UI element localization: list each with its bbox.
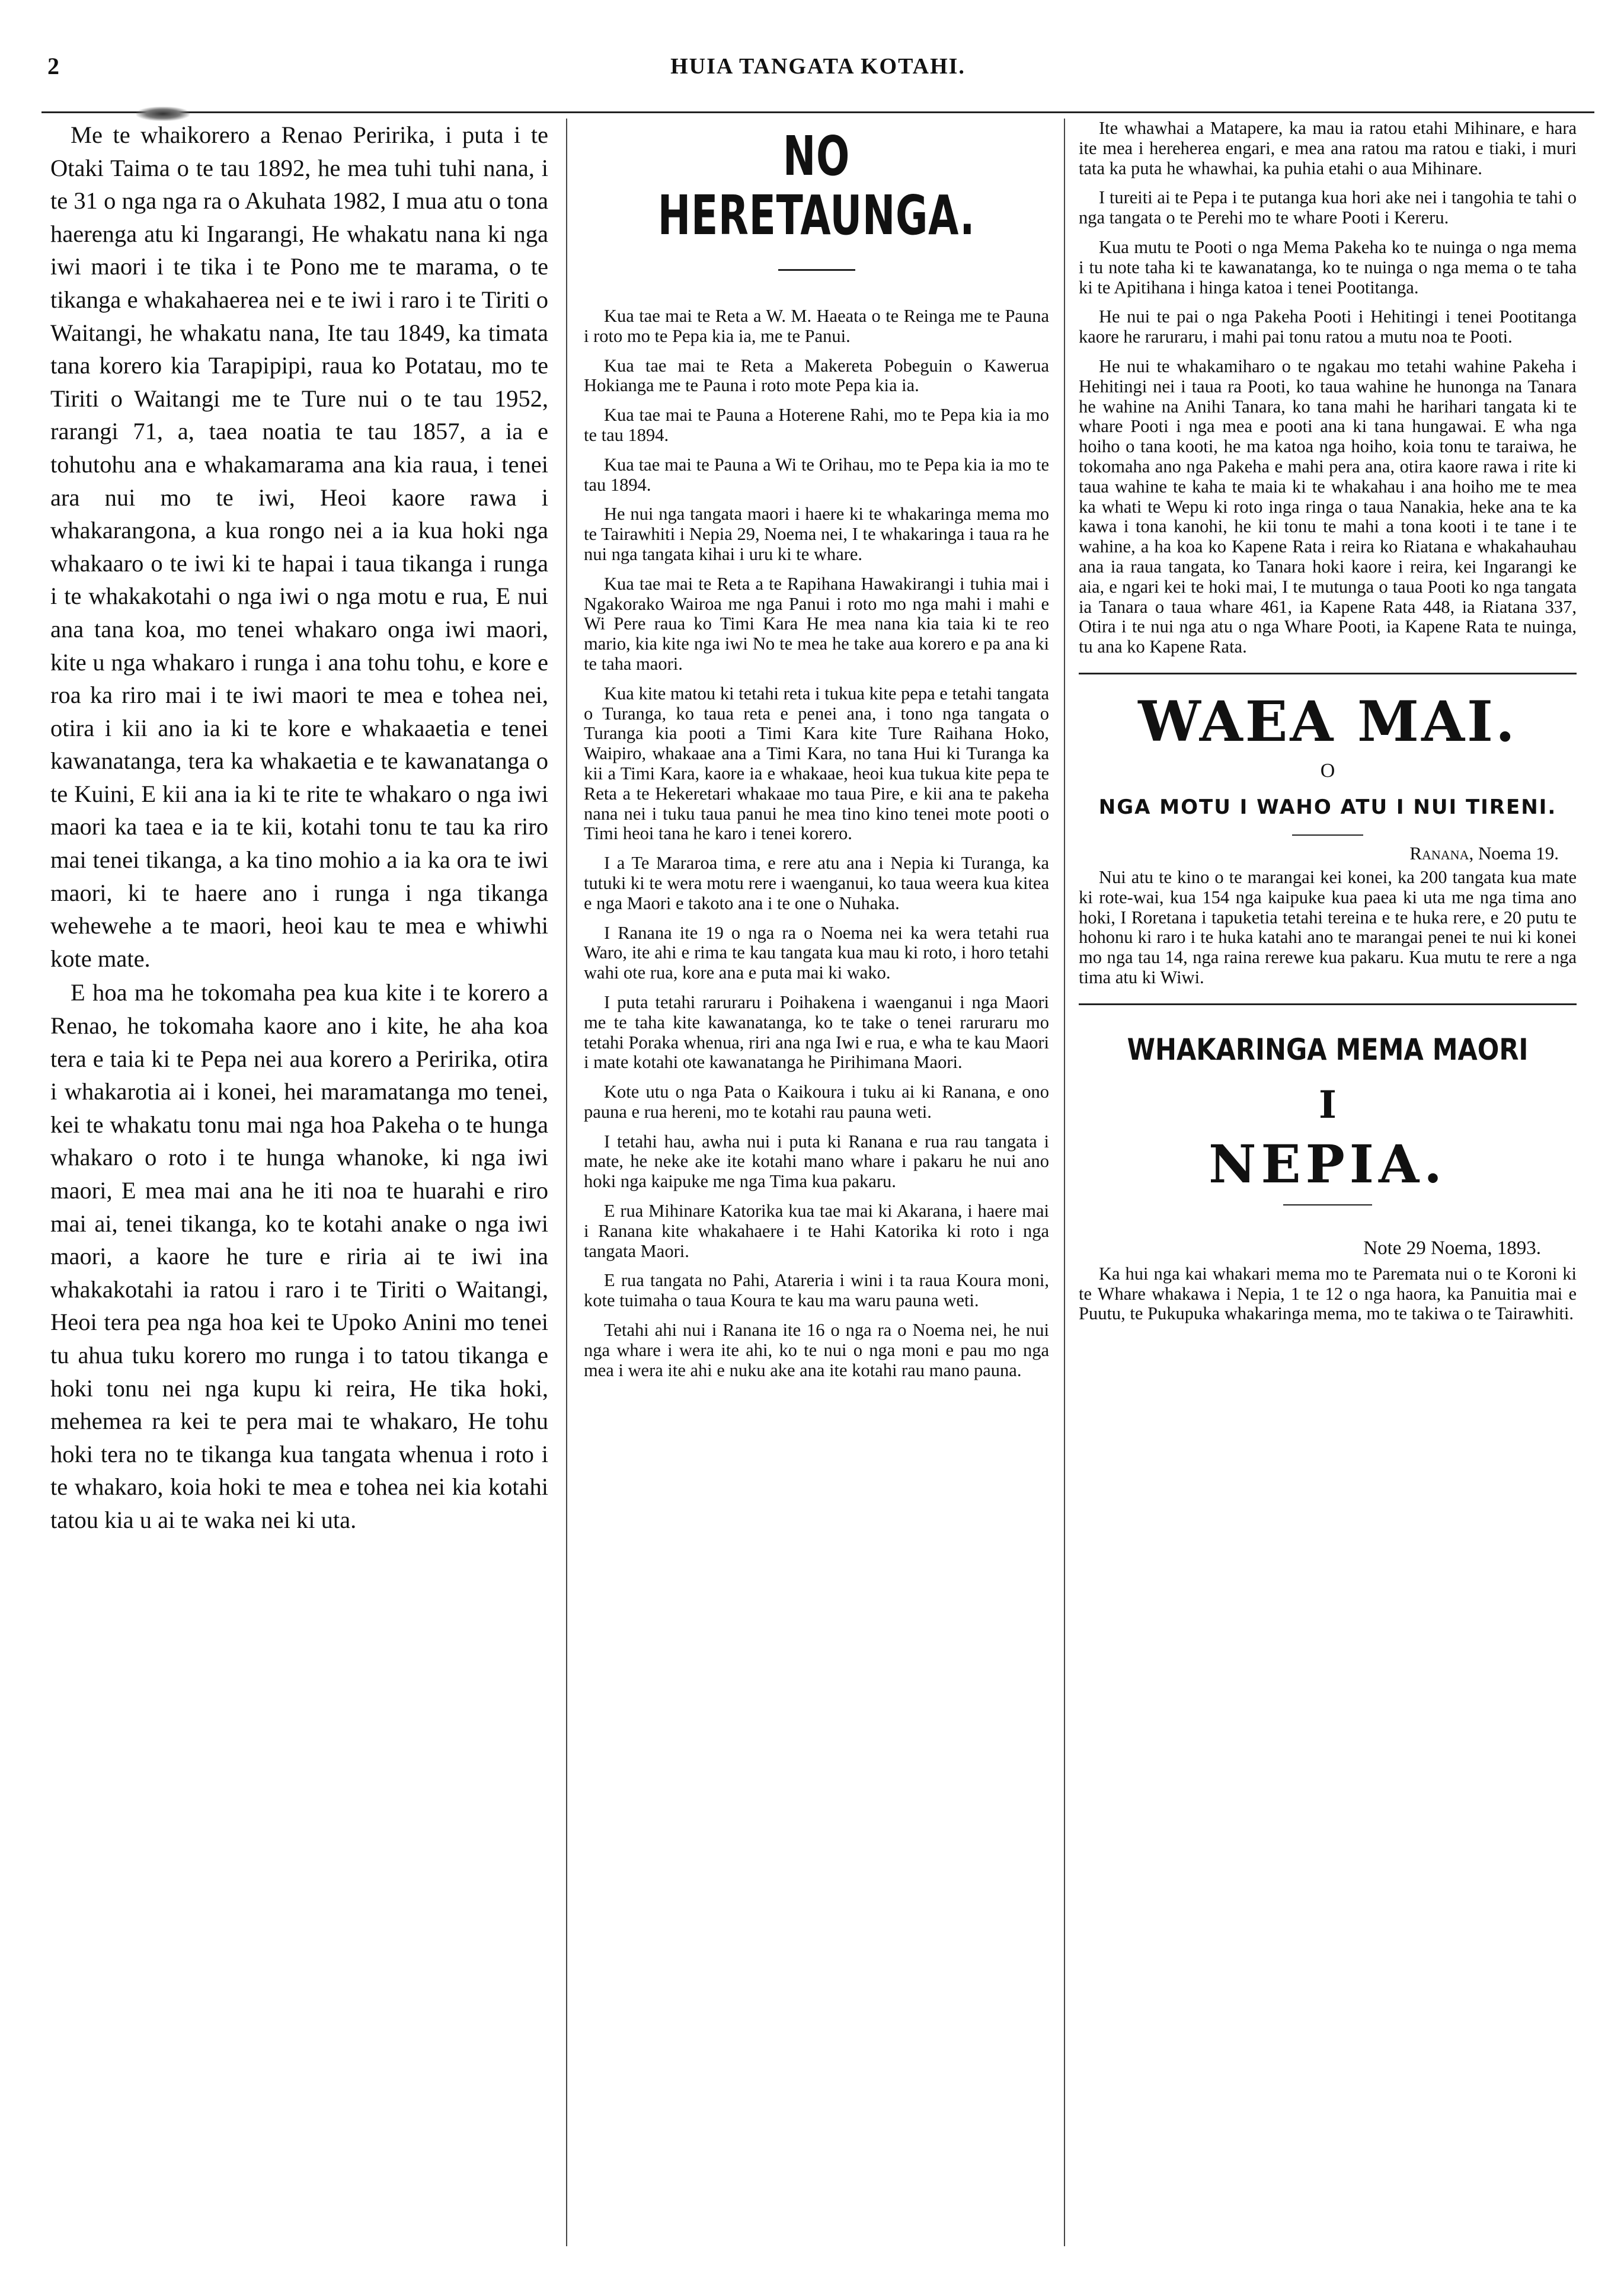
dateline-date: Noema 19. — [1478, 842, 1559, 864]
news-item: Kua kite matou ki tetahi reta i tukua kite pepa e tetahi tangata o Turanga, ko taua reta e penei ana, i tono nga tangata o Turanga kia pooti a Timi Kara kite Ture Raihana Hoko, Waipiro, whakaae ana a Timi Kara, no tana Hui ki Turanga ka kii a Timi Kara, kaore ia e whakaae, heoi kua tukua kite pepa te Reta a te Hekeretari whakaae mo taua Pire, e kii ana te pakeha nana nei i tuku taua panui he mea tino kino tenei mote pooti o Timi heoi tana he karo i tenei korero. — [584, 683, 1049, 844]
news-item: I tetahi hau, awha nui i puta ki Ranana e rua rau tangata i mate, he neke ake ite kotahi mano whare i pakaru he nui ano hoki nga kaipuke me nga Tima kua pakaru. — [584, 1131, 1049, 1192]
news-item: I puta tetahi raruraru i Poihakena i waenganui i nga Maori me te taha kite kawanatanga, ko te take o tenei raruraru mo tetahi Poraka whenua, riri ana nga Iwi e rua, e wha te kau Maori i mate kotahi ote kawanatanga he Pirihimana Maori. — [584, 992, 1049, 1073]
news-item: Kote utu o nga Pata o Kaikoura i tuku ai ki Ranana, e ono pauna e rua hereni, mo te kotahi rau pauna weti. — [584, 1082, 1049, 1122]
waea-mai-subtitle: NGA MOTU I WAHO ATU I NUI TIRENI. — [1098, 795, 1557, 819]
page-header — [41, 46, 1594, 100]
news-item: I tureiti ai te Pepa i te putanga kua hori ake nei i tangohia te tahi o nga tangata o te Perehi mo te whare Pooti i Kereru. — [1079, 187, 1577, 228]
waea-mai-o: O — [1320, 759, 1335, 782]
header-rule — [41, 111, 1594, 113]
column-no-heretaunga — [584, 119, 1049, 1390]
whakaringa-place: NEPIA. — [1209, 1133, 1447, 1195]
masthead: HUIA TANGATA KOTAHI. — [670, 54, 966, 79]
news-item: He nui te pai o nga Pakeha Pooti i Hehitingi i tenei Pootitanga kaore he raruraru, i mahi pai tonu ratou a mutu noa te Pooti. — [1079, 306, 1577, 347]
section-rule — [1079, 673, 1577, 674]
whakaringa-body: Ka hui nga kai whakari mema mo te Paremata nui o te Koroni ki te Whare whakawa i Nepia, 1 te 12 o nga haora, ka Panuitia mai e Puutu, te Pukupuka whakaringa mema, mo te takiwa o te Tairawhiti. — [1079, 1263, 1577, 1324]
waea-dateline — [1079, 843, 1559, 864]
column-divider — [1064, 119, 1065, 2246]
section-title: NO HERETAUNGA. — [657, 124, 976, 247]
place-rule — [1283, 1204, 1372, 1205]
news-item: Kua tae mai te Reta a W. M. Haeata o te Reinga me te Pauna i roto mo te Pepa kia ia, me te Panui. — [584, 306, 1049, 346]
news-item: Ite whawhai a Matapere, ka mau ia ratou etahi Mihinare, e hara ite mea i hereherea engari, e mea ana ratou ma ratou e tiaki, i muri tata ka puta he whawhai, ka puhia etahi o aua Mihinare. — [1079, 118, 1577, 178]
column-divider — [566, 119, 567, 2246]
news-item: I Ranana ite 19 o nga ra o Noema nei ka wera tetahi rua Waro, ite ahi e rima te kau tangata kua mau ki roto, i horo tetahi wahi ote rua, kore ana e puta mai ki wako. — [584, 922, 1049, 983]
news-item: Tetahi ahi nui i Ranana ite 16 o nga ra o Noema nei, he nui nga whare i wera ite ahi, ko te nui o nga moni e pau mo nga mea i wera ite ahi e nuku ake ana ite kotahi rau mano pauna. — [584, 1320, 1049, 1380]
news-item: Kua mutu te Pooti o nga Mema Pakeha ko te nuinga o nga mema i tu note taha ki te kawanatanga, ko te nuinga o nga mema o te taha ki te Apitihana i hinga katoa i tenei Pootitanga. — [1079, 236, 1577, 298]
page-number: 2 — [47, 53, 59, 79]
title-rule — [778, 269, 855, 271]
news-item: He nui nga tangata maori i haere ki te whakaringa mema mo te Tairawhiti i Nepia 29, Noema nei, I te whakaringa i taua ra he nui nga tangata kihai i uru ki te whare. — [584, 504, 1049, 564]
news-item: Kua tae mai te Reta a te Rapihana Hawakirangi i tuhia mai i Ngakorako Wairoa me nga Panui i roto mo nga mahi i mahi e Wi Pere raua ko Timi Kara He mea nana kia taia ki te reo mario, kia kite nga iwi No te mea he take aua korero e pa ana ki te taha maori. — [584, 573, 1049, 674]
article-paragraph: E hoa ma he tokomaha pea kua kite i te korero a Renao, he tokomaha kaore ano i kite, he aha koa tera e taia ki te Pepa nei aua korero a Peririka, otira i whakarotia ai i konei, hei maramatanga mo tenei, kei te whakatu tonu mai nga hoa Pakeha o te hunga whakaro o roto i te hunga whanoke, ki nga iwi maori, E mea mai ana he iti noa te huarahi e riro mai ai, tenei tikanga, ko te kotahi anake o nga iwi maori, a kaore he ture e riria ai te iwi ina whakakotahi ia ratou i raro i te Tiriti o Waitangi, Heoi tera pea nga hoa kei te Upoko Anini mo tenei tu ahua tuku korero mo runga i to tatou tikanga e hoki tonu nei nga kupu ki reira, He tika hoki, mehemea ra kei te pera mai te whakaro, He tohu hoki tera no te tikanga kua tangata whenua i roto i te whakaro, koia hoki te mea e tohea nei kia kotahi tatou kia u ai te waka nei ki uta. — [50, 979, 548, 1533]
news-item: I a Te Mararoa tima, e rere atu ana i Nepia ki Turanga, ka tutuki ki te wera motu rere i waenganui, ko taua weera kua kitea e nga Maori e takoto ana i te one o Nuhaka. — [584, 853, 1049, 913]
article-paragraph: Me te whaikorero a Renao Peririka, i puta i te Otaki Taima o te tau 1892, he mea tuhi tuhi nana, i te 31 o nga nga ra o Akuhata 1982, I mua atu o tona haerenga atu ki Ingarangi, He whakatu nana ki nga iwi maori i te tika i te Pono me te marama, o te tikanga e whakahaerea nei e te iwi i raro i te Tiriti o Waitangi, he whakatu nana, Ite tau 1849, ka timata tana korero kia Tarapipipi, raua ko Potatau, mo te Tiriti o Waitangi me te Ture nui o te tau 1952, rarangi 71, a, taea noatia te tau 1857, a ia e tohutohu ana e whakamarama ana kia raua, i tenei ara nui mo te iwi, Heoi kaore rawa i whakarangona, a kua rongo nei a ia kua hoki nga whakaaro o te iwi ki te hapai i taua tikanga i runga i te whakakotahi o nga iwi o nga motu e rua, E nui ana tana koa, mo tenei whakaro onga iwi maori, kite u nga whakaro i runga i ana tohu tohu, e kore e roa ka riro mai i te iwi maori te mea e tohea nei, otira i kii ano ia ki te kore e whakaaetia e tenei kawanatanga, tera ka whakaetia e te kawanatanga o te Kuini, E kii ana ia ki te rite te whakaro o nga iwi maori ka taea e ia te kii, kotahi tonu te tau ka riro mai tenei tikanga, a ka tino mohio a ia ka ora te iwi maori, ki te haere ano i runga i nga tikanga wehewehe a te maori, heoi kau te mea e whiwhi kote mate. — [50, 121, 548, 972]
waea-mai-title: WAEA MAI. — [1138, 689, 1517, 754]
whakaringa-i: I — [1319, 1082, 1337, 1127]
dateline-place: Ranana, — [1409, 842, 1474, 864]
news-item: Kua tae mai te Reta a Makereta Pobeguin o Kawerua Hokianga me te Pauna i roto mote Pepa kia ia. — [584, 355, 1049, 396]
news-item: Kua tae mai te Pauna a Wi te Orihau, mo te Pepa kia ia mo te tau 1894. — [584, 454, 1049, 495]
column-news-right — [1079, 119, 1577, 1334]
news-item: He nui te whakamiharo o te ngakau mo tetahi wahine Pakeha i Hehitingi nei i taua ra Pooti, ko taua wahine he hunonga na Tanara he wahine na Anihi Tanara, ko tana mahi he harihari tangata ki te whare Pooti i nga mea e pooti ana ki tana hungawai. E wha nga hoiho o tana kooti, he ma katoa nga hoiho, koia tonu te taraiwa, he tokomaha ano nga Pakeha e mahi pera ana, otira kaore rawa i rite ki taua wahine te kaha te maia ki te whakahau i ana hoiho me te mea ka whati te Wepu ki roto inga ringa o taua Nanakia, heke ana te ka kawa i tona kanohi, he kii tonu te mahi a tona kooti i te tane i te wahine, a ha koa ko Kapene Rata i reira ko Riatana e whakahauhau ana ia raua tangata, ko Tanara hoki kaore i reira, kei Ingarangi ke aia, e ngari kei te hoki mai, I te mutunga o taua Pooti ko nga tangata ia Tanara o taua whare 461, ia Kapene Rata 448, ia Riatana 337, Otira i te nui nga atu o nga Whare Pooti, ia Kapene Rata te nuinga, tu ana ko Kapene Rata. — [1079, 356, 1577, 657]
section-rule — [1079, 1003, 1577, 1005]
news-item: Kua tae mai te Pauna a Hoterene Rahi, mo te Pepa kia ia mo te tau 1894. — [584, 405, 1049, 445]
waea-body: Nui atu te kino o te marangai kei konei, ka 200 tangata kua mate ki rote-wai, kua 154 nga kaipuke kua paea ki uta me nga tima ano hoki, I Roretana i tapuketia tetahi tereina e te huka rere, e 20 putu te hohonu ki raro i te huka katahi ano te marangai penei te nui ki konei mo nga tau 14, nga raina rerewe kua pakaru. Kua mutu te rere a nga tima atu ki Wiwi. — [1079, 866, 1577, 987]
whakaringa-title: WHAKARINGA MEMA MAORI — [1127, 1032, 1529, 1067]
subtitle-rule — [1292, 834, 1363, 836]
whakaringa-date: Note 29 Noema, 1893. — [1363, 1237, 1541, 1259]
column-renao-peririka — [50, 119, 548, 1537]
news-item: E rua tangata no Pahi, Atareria i wini i ta raua Koura moni, kote tuimaha o taua Koura te kau ma waru pauna weti. — [584, 1270, 1049, 1311]
news-item: E rua Mihinare Katorika kua tae mai ki Akarana, i haere mai i Ranana kite whakahaere i te Hahi Katorika ki roto i nga tangata Maori. — [584, 1201, 1049, 1261]
